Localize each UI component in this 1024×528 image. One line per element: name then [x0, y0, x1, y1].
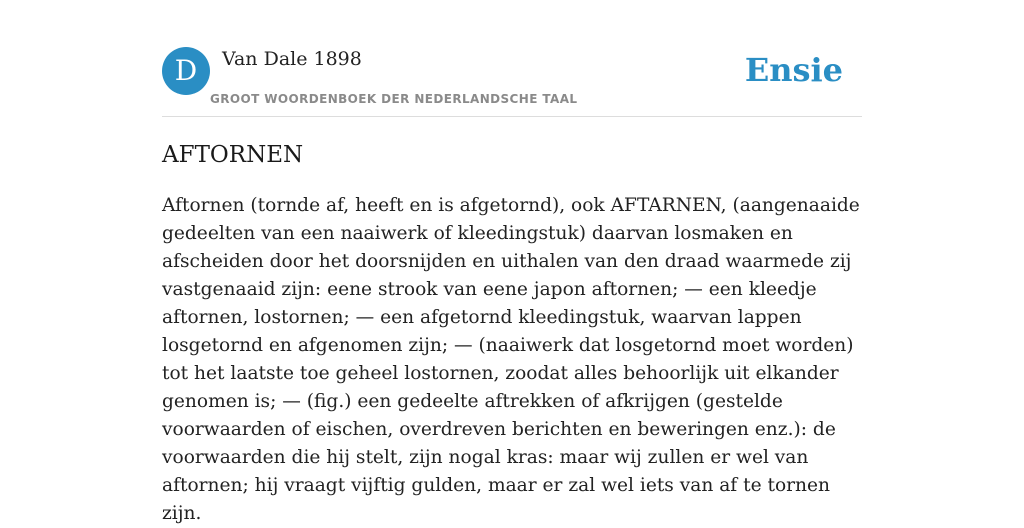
source-title[interactable]: Van Dale 1898	[222, 48, 362, 70]
entry-headword: AFTORNEN	[162, 142, 304, 168]
source-avatar: D	[162, 47, 210, 95]
entry-definition: Aftornen (tornde af, heeft en is afgetornd), ook AFTARNEN, (aangenaaide gedeelten van een naaiwerk of kleedingstuk) daarvan losmaken en afscheiden door het doorsnijden en uithalen van den draad waarmede zij vastgenaaid zijn: eene strook van eene japon aftornen; — een kleedje aftornen, lostornen; — een afgetornd kleedingstuk, waarvan lappen losgetornd en afgenomen zijn; — (naaiwerk dat losgetornd moet worden) tot het laatste toe geheel lostornen, zoodat alles behoorlijk uit elkander genomen is; — (fig.) een gedeelte aftrekken of afkrijgen (gestelde voorwaarden of eischen, overdreven berichten en beweringen enz.): de voorwaarden die hij stelt, zijn nogal kras: maar wij zullen er wel van aftornen; hij vraagt vijftig gulden, maar er zal wel iets van af te tornen zijn.	[162, 195, 860, 524]
source-subtitle: GROOT WOORDENBOEK DER NEDERLANDSCHE TAAL	[210, 92, 578, 106]
brand-logo[interactable]: Ensie	[744, 51, 843, 89]
source-header	[162, 46, 862, 117]
